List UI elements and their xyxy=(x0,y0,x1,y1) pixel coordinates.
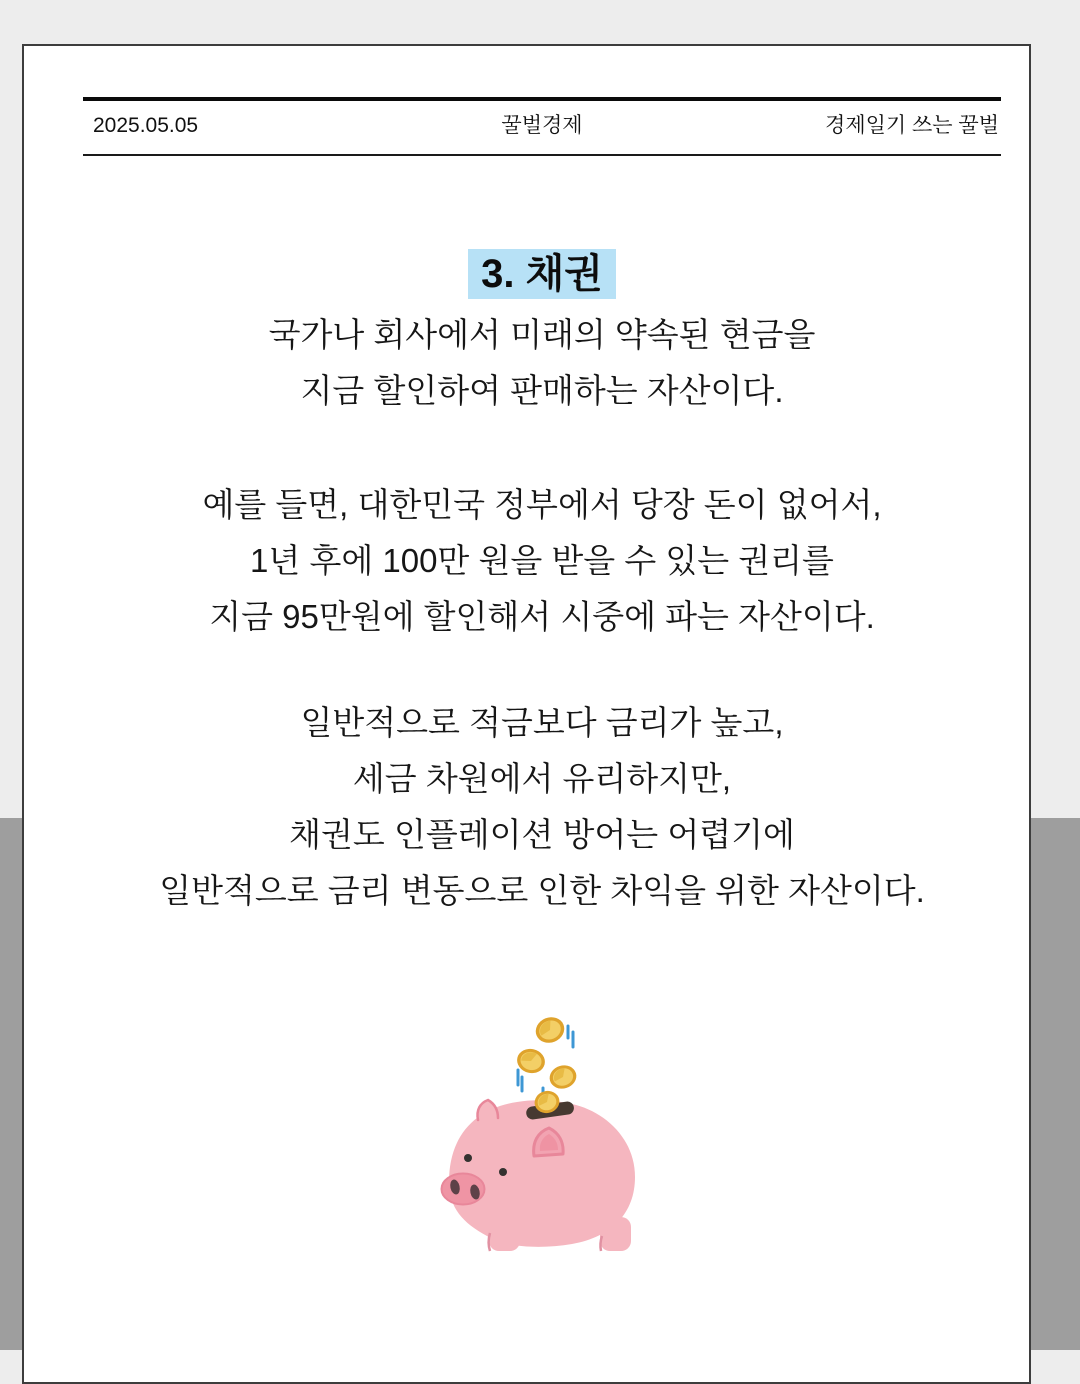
paragraph-line: 일반적으로 금리 변동으로 인한 차익을 위한 자산이다. xyxy=(159,872,925,909)
header-author: 경제일기 쓰는 꿀벌 xyxy=(825,114,999,137)
pig-eye xyxy=(499,1168,507,1176)
paragraph-line: 지금 95만원에 할인해서 시중에 파는 자산이다. xyxy=(209,598,875,635)
piggy-bank-with-coins-icon xyxy=(432,1012,652,1252)
header-date: 2025.05.05 xyxy=(93,114,199,137)
paragraph-line: 채권도 인플레이션 방어는 어렵기에 xyxy=(289,816,795,853)
paragraph-1 xyxy=(83,307,1001,419)
card xyxy=(22,44,1031,1384)
paragraph-line: 1년 후에 100만 원을 받을 수 있는 권리를 xyxy=(250,542,834,579)
paragraph-3 xyxy=(83,695,1001,919)
header xyxy=(83,108,1001,144)
paragraph-line: 국가나 회사에서 미래의 약속된 현금을 xyxy=(268,316,816,353)
paragraph-line: 일반적으로 적금보다 금리가 높고, xyxy=(300,704,784,741)
header-brand: 꿀벌경제 xyxy=(501,114,583,137)
pig-left-ear-icon xyxy=(477,1100,498,1120)
header-rule-bottom xyxy=(83,154,1001,156)
pig-eye xyxy=(464,1154,472,1162)
paragraph-line: 예를 들면, 대한민국 정부에서 당장 돈이 없어서, xyxy=(202,486,882,523)
coin-icon xyxy=(532,1013,568,1047)
paragraph-line: 지금 할인하여 판매하는 자산이다. xyxy=(300,372,784,409)
coin-icon xyxy=(547,1062,579,1092)
section-title xyxy=(83,249,1001,299)
header-rule-top xyxy=(83,97,1001,101)
paragraph-line: 세금 차원에서 유리하지만, xyxy=(352,760,732,797)
paragraph-2 xyxy=(83,477,1001,645)
piggy-bank-illustration xyxy=(83,1012,1001,1257)
title-highlight: 3. 채권 xyxy=(468,249,616,299)
pig-body xyxy=(449,1100,635,1251)
